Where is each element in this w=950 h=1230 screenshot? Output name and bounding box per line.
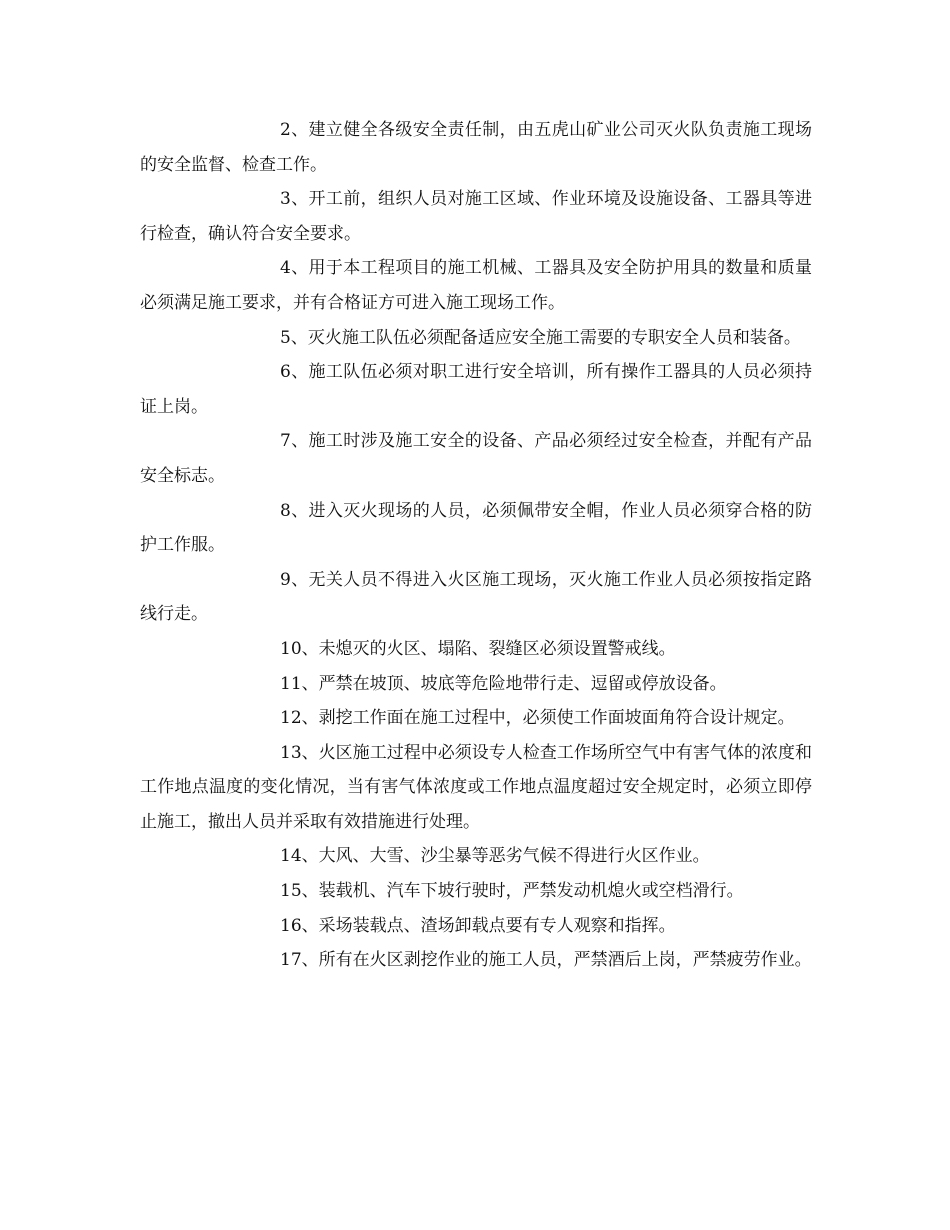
paragraph-item-4: 4、用于本工程项目的施工机械、工器具及安全防护用具的数量和质量必须满足施工要求，并有合格证方可进入施工现场工作。	[140, 258, 812, 313]
paragraph-item-12: 12、剥挖工作面在施工过程中，必须使工作面坡面角符合设计规定。	[280, 708, 795, 729]
paragraph-item-17: 17、所有在火区剥挖作业的施工人员，严禁酒后上岗，严禁疲劳作业。	[280, 950, 812, 971]
paragraph-item-11: 11、严禁在坡顶、坡底等危险地带行走、逗留或停放设备。	[280, 673, 727, 694]
paragraph-item-9: 9、无关人员不得进入火区施工现场，灭火施工作业人员必须按指定路线行走。	[140, 569, 812, 625]
paragraph-item-8: 8、进入灭火现场的人员，必须佩带安全帽，作业人员必须穿合格的防护工作服。	[140, 500, 812, 556]
paragraph-item-10: 10、未熄灭的火区、塌陷、裂缝区必须设置警戒线。	[280, 638, 676, 659]
paragraph-item-16: 16、采场装载点、渣场卸载点要有专人观察和指挥。	[280, 915, 676, 936]
paragraph-item-14: 14、大风、大雪、沙尘暴等恶劣气候不得进行火区作业。	[280, 846, 710, 867]
document-body	[140, 113, 812, 978]
paragraph-item-15: 15、装载机、汽车下坡行驶时，严禁发动机熄火或空档滑行。	[280, 881, 744, 902]
paragraph-item-6: 6、施工队伍必须对职工进行安全培训，所有操作工器具的人员必须持证上岗。	[140, 362, 812, 417]
paragraph-item-2: 2、建立健全各级安全责任制，由五虎山矿业公司灭火队负责施工现场的安全监督、检查工作。	[140, 120, 812, 175]
paragraph-item-5: 5、灭火施工队伍必须配备适应安全施工需要的专职安全人员和装备。	[280, 327, 801, 348]
paragraph-item-13: 13、火区施工过程中必须设专人检查工作场所空气中有害气体的浓度和工作地点温度的变化情况，当有害气体浓度或工作地点温度超过安全规定时，必须立即停止施工，撤出人员并采取有效措施进行处理。	[140, 742, 812, 832]
paragraph-item-7: 7、施工时涉及施工安全的设备、产品必须经过安全检查，并配有产品安全标志。	[140, 431, 812, 486]
paragraph-item-3: 3、开工前，组织人员对施工区域、作业环境及设施设备、工器具等进行检查，确认符合安全要求。	[140, 189, 812, 244]
